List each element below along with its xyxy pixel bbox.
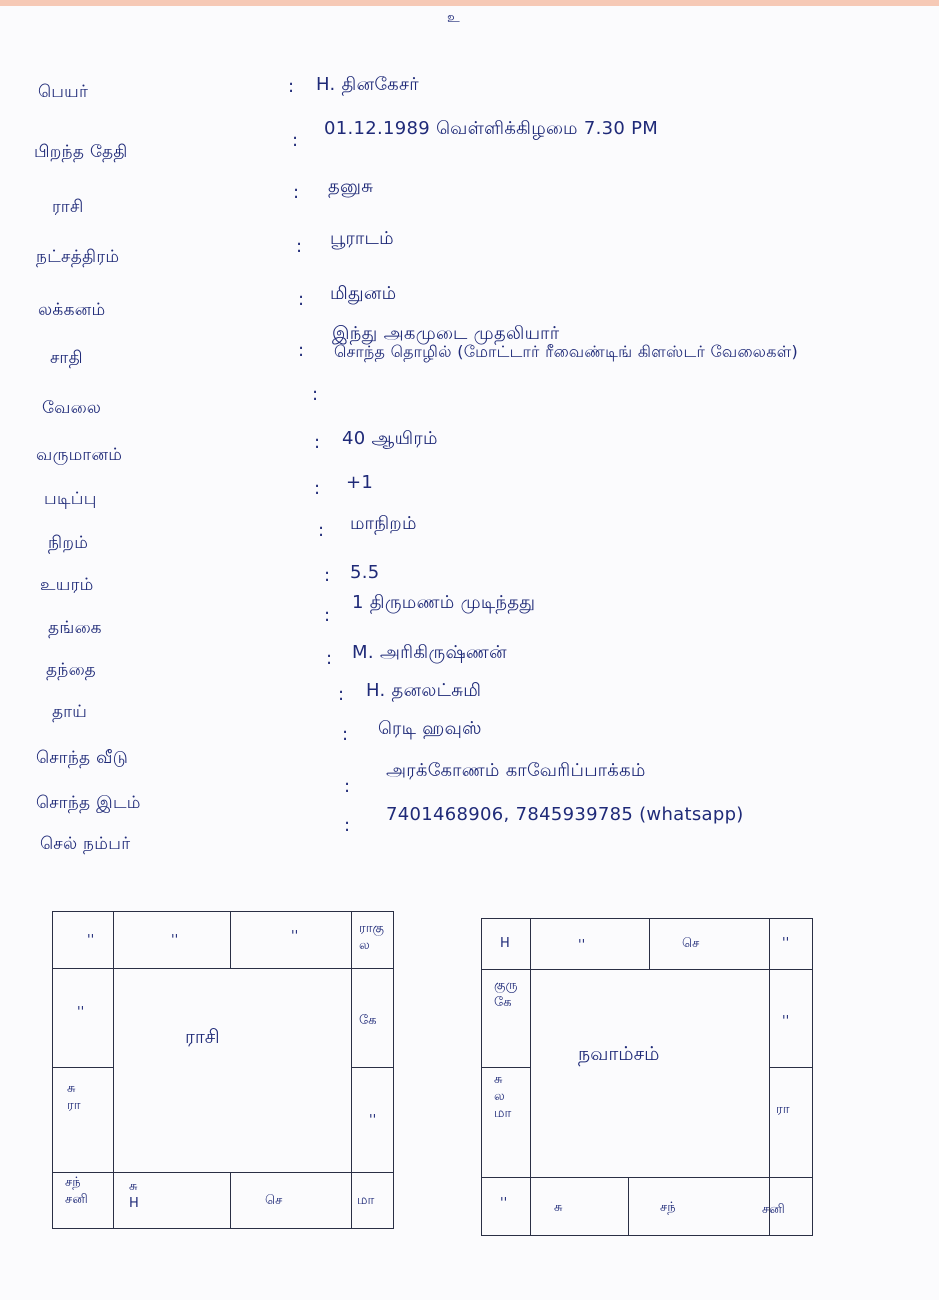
top-edge-band [0,0,939,6]
field-label: உயரம் [40,575,94,595]
field-colon: : [344,776,351,797]
grid-line [482,969,812,970]
grid-line [482,1067,530,1068]
house-cell: ரா [776,1102,790,1117]
house-cell: மா [357,1193,375,1208]
field-value: 5.5 [350,562,380,583]
house-cell: செ [682,936,700,951]
field-value: 01.12.1989 வெள்ளிக்கிழமை 7.30 PM [324,118,659,139]
grid-line [482,1177,812,1178]
house-cell: '' [500,1196,508,1211]
field-label: பெயர் [38,82,89,102]
field-label: தந்தை [46,660,97,680]
field-value: 1 திருமணம் முடிந்தது [352,592,536,613]
field-value: பூராடம் [330,228,394,249]
field-label: தங்கை [48,618,102,638]
grid-line [769,919,770,1235]
grid-line [530,919,531,1235]
field-label: லக்கனம் [38,300,106,320]
house-cell: செ [265,1193,283,1208]
grid-line [53,1172,393,1173]
grid-line [351,1067,393,1068]
rasi-chart [52,911,394,1229]
field-colon: : [288,76,295,97]
grid-line [53,1067,113,1068]
grid-line [769,1067,812,1068]
field-colon: : [324,605,331,626]
house-cell: ராகு ல [359,921,384,953]
field-value: 7401468906, 7845939785 (whatsapp) [386,804,744,825]
field-value: +1 [346,472,374,493]
house-cell: '' [369,1113,377,1128]
field-colon: : [338,684,345,705]
house-cell: '' [171,933,179,948]
house-cell: சு [554,1200,563,1215]
rasi-chart-title: ராசி [185,1026,220,1048]
field-label: பிறந்த தேதி [34,142,128,162]
field-value: M. அரிகிருஷ்ணன் [352,642,507,663]
field-colon: : [344,815,351,836]
house-cell: சு ரா [67,1081,81,1113]
field-label: செல் நம்பர் [40,834,131,854]
grid-line [113,912,114,1228]
house-cell: சந் சனி [65,1175,88,1207]
grid-line [53,968,393,969]
field-value: சொந்த தொழில் (மோட்டார் ரீவைண்டிங் கிளஸ்டர் வேலைகள்) [334,342,799,361]
house-cell: சு H [129,1179,139,1211]
grid-line [649,919,650,969]
field-value: மாநிறம் [350,513,417,534]
field-colon: : [318,520,325,541]
grid-line [628,1177,629,1235]
house-cell: '' [87,933,95,948]
field-label: நிறம் [48,533,89,553]
grid-line [230,1172,231,1228]
navamsa-chart [481,918,813,1236]
house-cell: சனி [762,1202,785,1217]
field-colon: : [298,340,305,361]
field-colon: : [326,648,333,669]
grid-line [351,912,352,1228]
field-colon: : [314,478,321,499]
field-value: இந்து அகமுடை முதலியார் [332,323,560,344]
field-label: வேலை [42,398,102,418]
field-colon: : [312,384,319,405]
field-label: தாய் [52,702,88,722]
field-value: மிதுனம் [330,283,397,304]
house-cell: '' [578,938,586,953]
house-cell: '' [291,929,299,944]
grid-line [230,912,231,968]
house-cell: '' [782,1014,790,1029]
house-cell: கே [359,1013,377,1028]
house-cell: சு ல மா [494,1072,512,1121]
field-value: H. தனலட்சுமி [366,680,482,701]
field-colon: : [324,565,331,586]
field-label: சொந்த வீடு [36,748,129,768]
field-value: ரெடி ஹவுஸ் [378,718,482,739]
field-label: வருமானம் [36,445,123,465]
field-value: H. தினகேசர் [316,74,419,95]
field-colon: : [293,182,300,203]
page-mark: உ [447,10,461,26]
house-cell: சந் [660,1200,676,1215]
field-colon: : [342,724,349,745]
field-colon: : [296,236,303,257]
field-label: சாதி [50,348,83,368]
field-colon: : [314,432,321,453]
field-label: சொந்த இடம் [36,793,141,813]
field-colon: : [292,130,299,151]
field-value: 40 ஆயிரம் [342,428,438,449]
field-label: படிப்பு [44,489,97,509]
navamsa-chart-title: நவாம்சம் [578,1043,660,1065]
house-cell: H [500,936,510,951]
field-value: அரக்கோணம் காவேரிப்பாக்கம் [386,760,646,781]
field-colon: : [298,289,305,310]
field-label: நட்சத்திரம் [36,247,120,267]
field-value: தனுசு [328,176,374,197]
house-cell: '' [77,1005,85,1020]
house-cell: '' [782,936,790,951]
house-cell: குரு கே [494,978,518,1010]
field-label: ராசி [52,197,84,217]
